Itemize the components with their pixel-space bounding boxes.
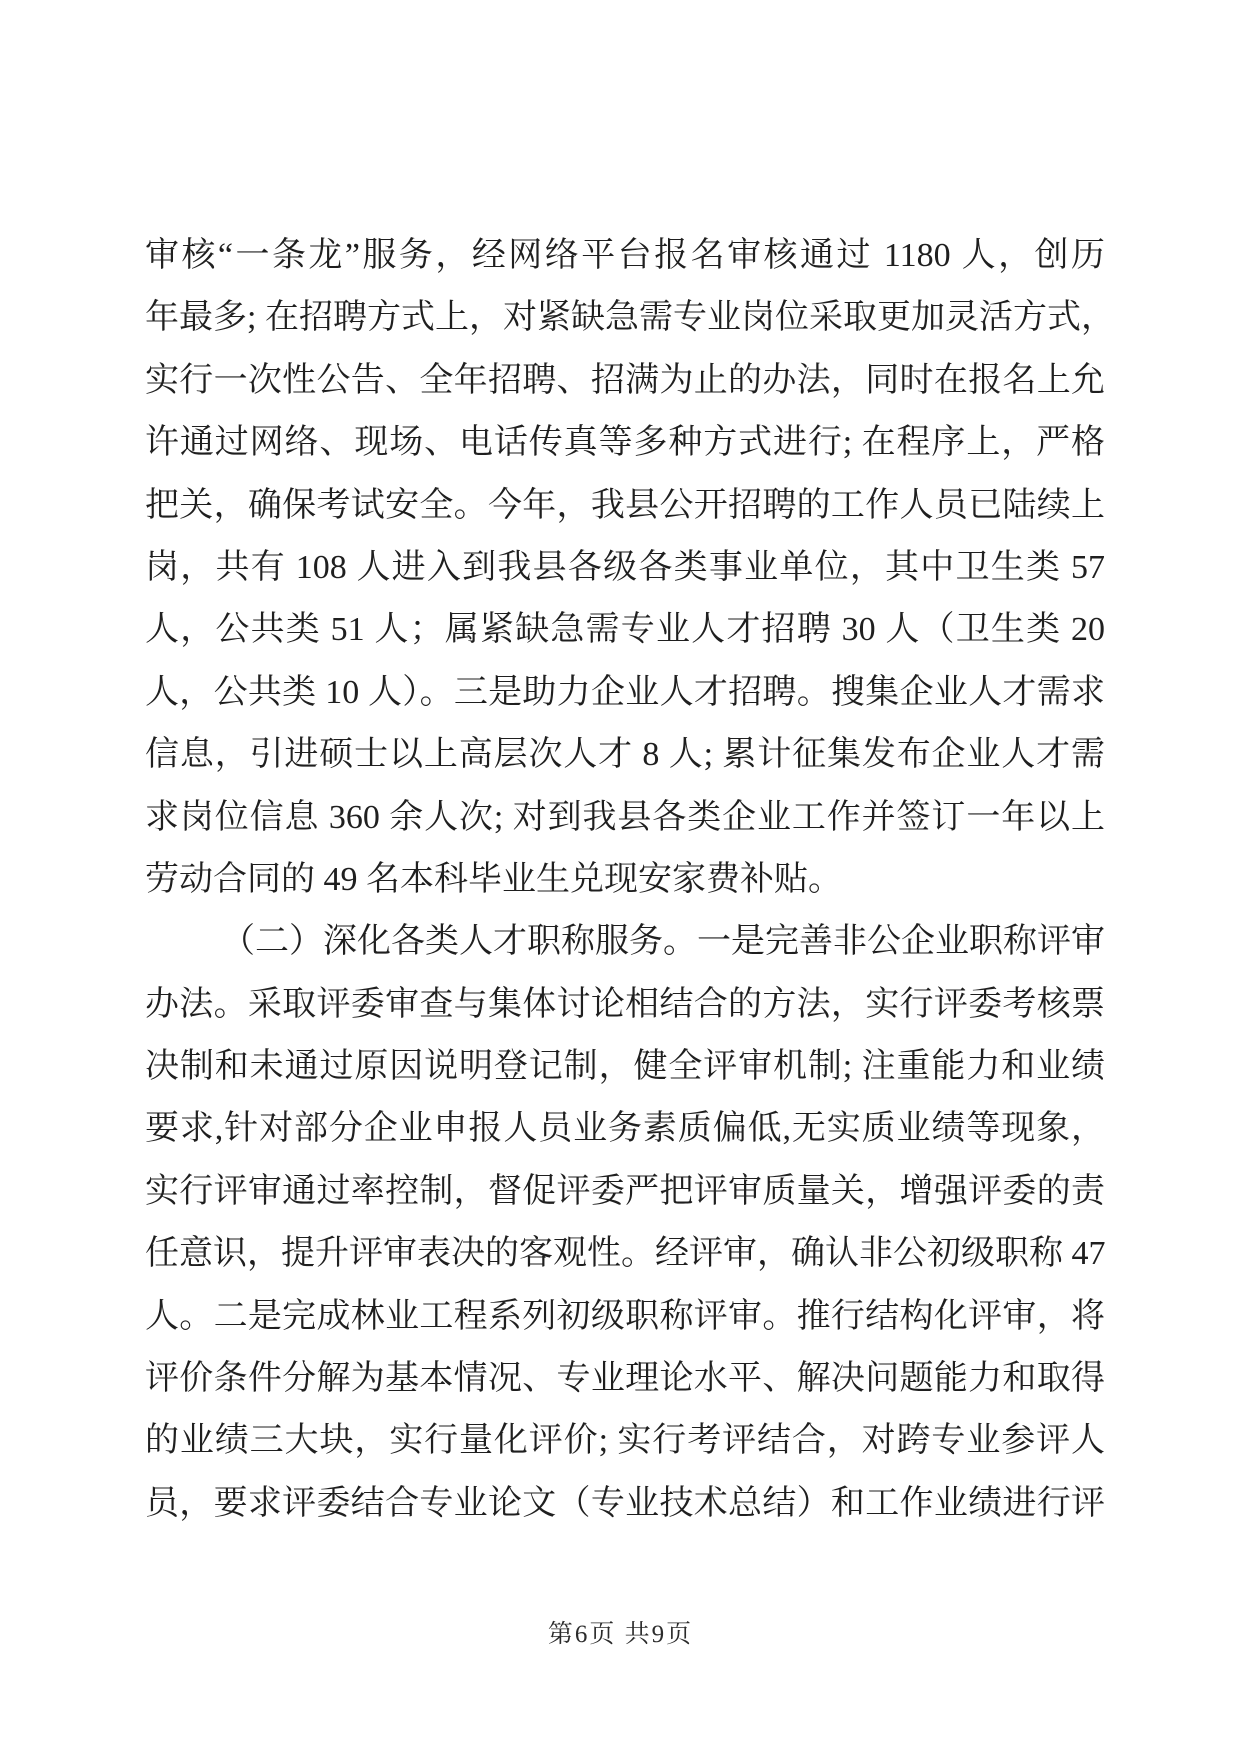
text-line: 员，要求评委结合专业论文（专业技术总结）和工作业绩进行评 [145,1484,1105,1522]
page-footer [0,1617,1241,1653]
text-line: 评价条件分解为基本情况、专业理论水平、解决问题能力和取得 [145,1360,1105,1398]
text-line: 求岗位信息 360 余人次; 对到我县各类企业工作并签订一年以上 [145,798,1105,836]
text-line: 任意识，提升评审表决的客观性。经评审，确认非公初级职称 47 [145,1235,1106,1273]
text-line: 决制和未通过原因说明登记制，健全评审机制; 注重能力和业绩 [145,1048,1105,1086]
document-body [145,225,1115,1535]
text-line: 年最多; 在招聘方式上，对紧缺急需专业岗位采取更加灵活方式， [145,299,1115,337]
text-line: 许通过网络、现场、电话传真等多种方式进行; 在程序上，严格 [145,424,1105,462]
text-line: 的业绩三大块，实行量化评价; 实行考评结合，对跨专业参评人 [145,1422,1105,1460]
text-line: 岗，共有 108 人进入到我县各级各类事业单位，其中卫生类 57 [145,548,1105,586]
page-number-label: 第6页 共9页 [547,1621,694,1648]
text-line: 办法。采取评委审查与集体讨论相结合的方法，实行评委考核票 [145,985,1105,1023]
text-line: 人。二是完成林业工程系列初级职称评审。推行结构化评审，将 [145,1297,1105,1335]
text-line-paragraph-end: 劳动合同的 49 名本科毕业生兑现安家费补贴。 [145,860,842,898]
text-line: 人，公共类 10 人）。三是助力企业人才招聘。搜集企业人才需求 [145,673,1105,711]
text-line: 审核“一条龙”服务，经网络平台报名审核通过 1180 人，创历 [145,237,1105,274]
text-line: 实行一次性公告、全年招聘、招满为止的办法，同时在报名上允 [145,361,1105,399]
text-line: 实行评审通过率控制，督促评委严把评审质量关，增强评委的责 [145,1172,1105,1210]
text-line: 要求,针对部分企业申报人员业务素质偏低,无实质业绩等现象， [145,1110,1105,1148]
text-line: 人，公共类 51 人；属紧缺急需专业人才招聘 30 人（卫生类 20 [145,611,1105,649]
text-line: 信息，引进硕士以上高层次人才 8 人; 累计征集发布企业人才需 [145,736,1105,774]
text-line: 把关，确保考试安全。今年，我县公开招聘的工作人员已陆续上 [145,486,1105,524]
text-line-paragraph-start: （二）深化各类人才职称服务。一是完善非公企业职称评审 [221,923,1105,961]
